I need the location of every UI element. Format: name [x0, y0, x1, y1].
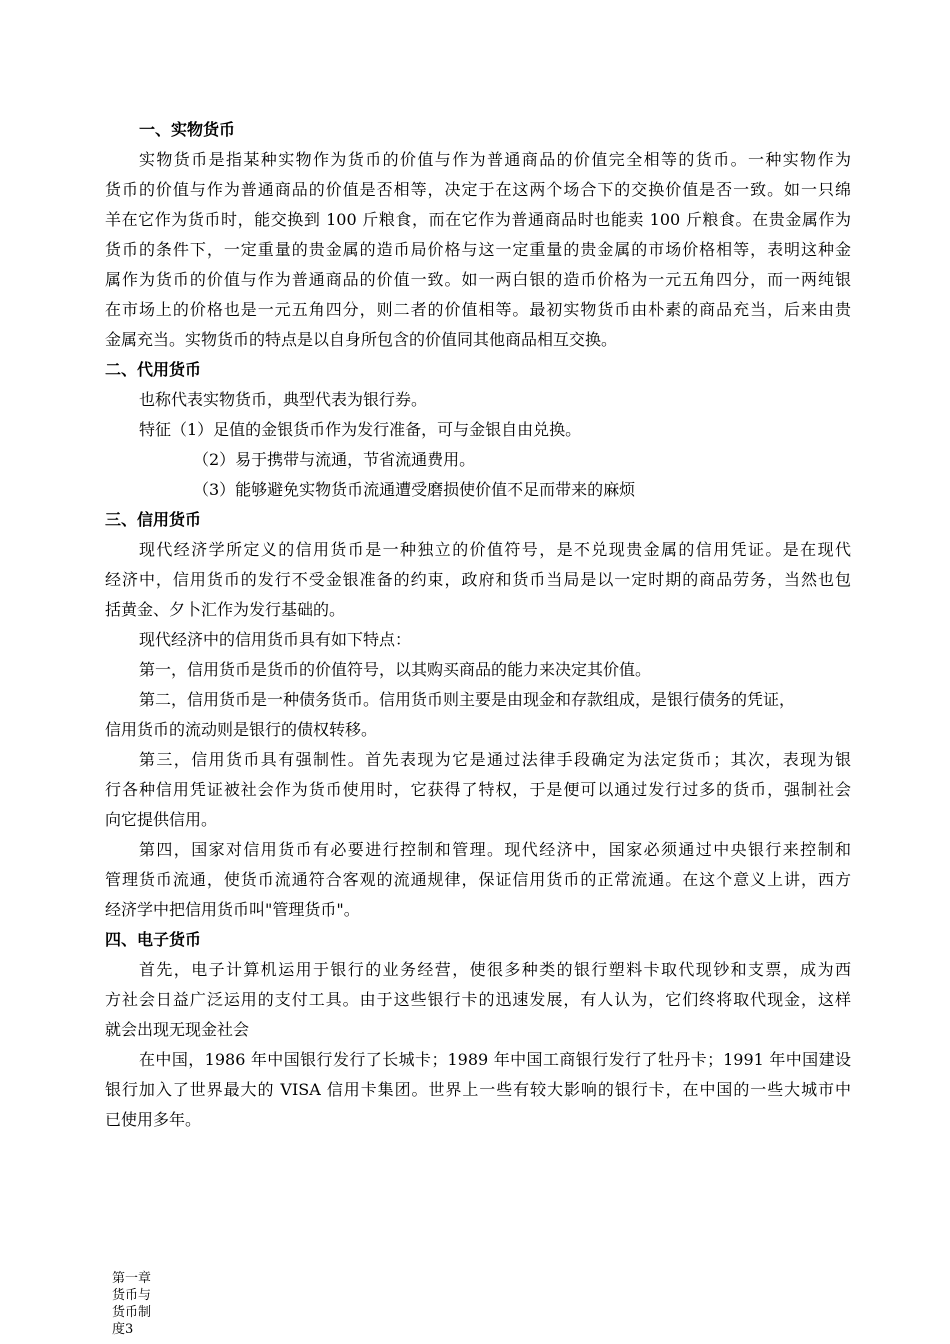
paragraph-line: 行各种信用凭证被社会作为货币使用时，它获得了特权，于是便可以通过发行过多的货币，强制社会: [105, 780, 851, 799]
section-heading-commodity-money: 一、实物货币: [139, 120, 236, 139]
paragraph-line: 方社会日益广泛运用的支付工具。由于这些银行卡的迅速发展，有人认为，它们终将取代现金，这样: [105, 990, 851, 1009]
paragraph-line: 现代经济学所定义的信用货币是一种独立的价值符号，是不兑现贵金属的信用凭证。是在现代: [139, 540, 851, 559]
paragraph-line: 在市场上的价格也是一元五角四分，则二者的价值相等。最初实物货币由朴素的商品充当，后来由贵: [105, 300, 851, 319]
paragraph-line: 属作为货币的价值与作为普通商品的价值一致。如一两白银的造币价格为一元五角四分，而一两纯银: [105, 270, 851, 289]
feature-item: （3）能够避免实物货币流通遭受磨损使价值不足而带来的麻烦: [193, 480, 636, 499]
paragraph-line: 在中国，1986 年中国银行发行了长城卡；1989 年中国工商银行发行了牡丹卡；1991 年中国建设: [139, 1050, 851, 1069]
paragraph-line: 首先，电子计算机运用于银行的业务经营，使很多种类的银行塑料卡取代现钞和支票，成为西: [139, 960, 851, 979]
paragraph-line: 第三，信用货币具有强制性。首先表现为它是通过法律手段确定为法定货币；其次，表现为银: [139, 750, 851, 769]
paragraph-line: 现代经济中的信用货币具有如下特点：: [139, 630, 412, 649]
paragraph-line: 向它提供信用。: [105, 810, 218, 829]
feature-item: （2）易于携带与流通，节省流通费用。: [193, 450, 476, 469]
paragraph-line: 也称代表实物货币，典型代表为银行券。: [139, 390, 428, 409]
paragraph-line: 经济中，信用货币的发行不受金银准备的约束，政府和货币当局是以一定时期的商品劳务，当然也包: [105, 570, 851, 589]
paragraph-line: 金属充当。实物货币的特点是以自身所包含的价值同其他商品相互交换。: [105, 330, 618, 349]
paragraph-line: 货币的价值与作为普通商品的价值是否相等，决定于在这两个场合下的交换价值是否一致。如一只绵: [105, 180, 851, 199]
paragraph-line: 银行加入了世界最大的 VISA 信用卡集团。世界上一些有较大影响的银行卡，在中国的一些大城市中: [105, 1080, 851, 1099]
paragraph-line: 第一，信用货币是货币的价值符号，以其购买商品的能力来决定其价值。: [139, 660, 652, 679]
paragraph-line: 经济学中把信用货币叫"管理货币"。: [105, 900, 360, 919]
section-heading-electronic-money: 四、电子货币: [105, 930, 202, 949]
paragraph-line: 括黄金、夕卜汇作为发行基础的。: [105, 600, 346, 619]
paragraph-line: 第四，国家对信用货币有必要进行控制和管理。现代经济中，国家必须通过中央银行来控制和: [139, 840, 851, 859]
paragraph-line: 货币的条件下，一定重量的贵金属的造币局价格与这一定重量的贵金属的市场价格相等，表明这种金: [105, 240, 851, 259]
paragraph-line: 信用货币的流动则是银行的债权转移。: [105, 720, 378, 739]
paragraph-line: 管理货币流通，使货币流通符合客观的流通规律，保证信用货币的正常流通。在这个意义上讲，西方: [105, 870, 851, 889]
paragraph-line: 已使用多年。: [105, 1110, 202, 1129]
paragraph-line: 就会出现无现金社会: [105, 1020, 250, 1039]
paragraph-line: 第二，信用货币是一种债务货币。信用货币则主要是由现金和存款组成，是银行债务的凭证，: [139, 690, 796, 709]
feature-item: 特征（1）足值的金银货币作为发行准备，可与金银自由兑换。: [139, 420, 582, 439]
section-heading-representative-money: 二、代用货币: [105, 360, 202, 379]
document-body: [105, 115, 851, 1135]
paragraph-line: 羊在它作为货币时，能交换到 100 斤粮食，而在它作为普通商品时也能卖 100 斤粮食。在贵金属作为: [105, 210, 851, 229]
paragraph-line: 实物货币是指某种实物作为货币的价值与作为普通商品的价值完全相等的货币。一种实物作为: [139, 150, 851, 169]
page-footer: 第一章货币与货币制度3: [112, 1271, 152, 1337]
section-heading-credit-money: 三、信用货币: [105, 510, 202, 529]
